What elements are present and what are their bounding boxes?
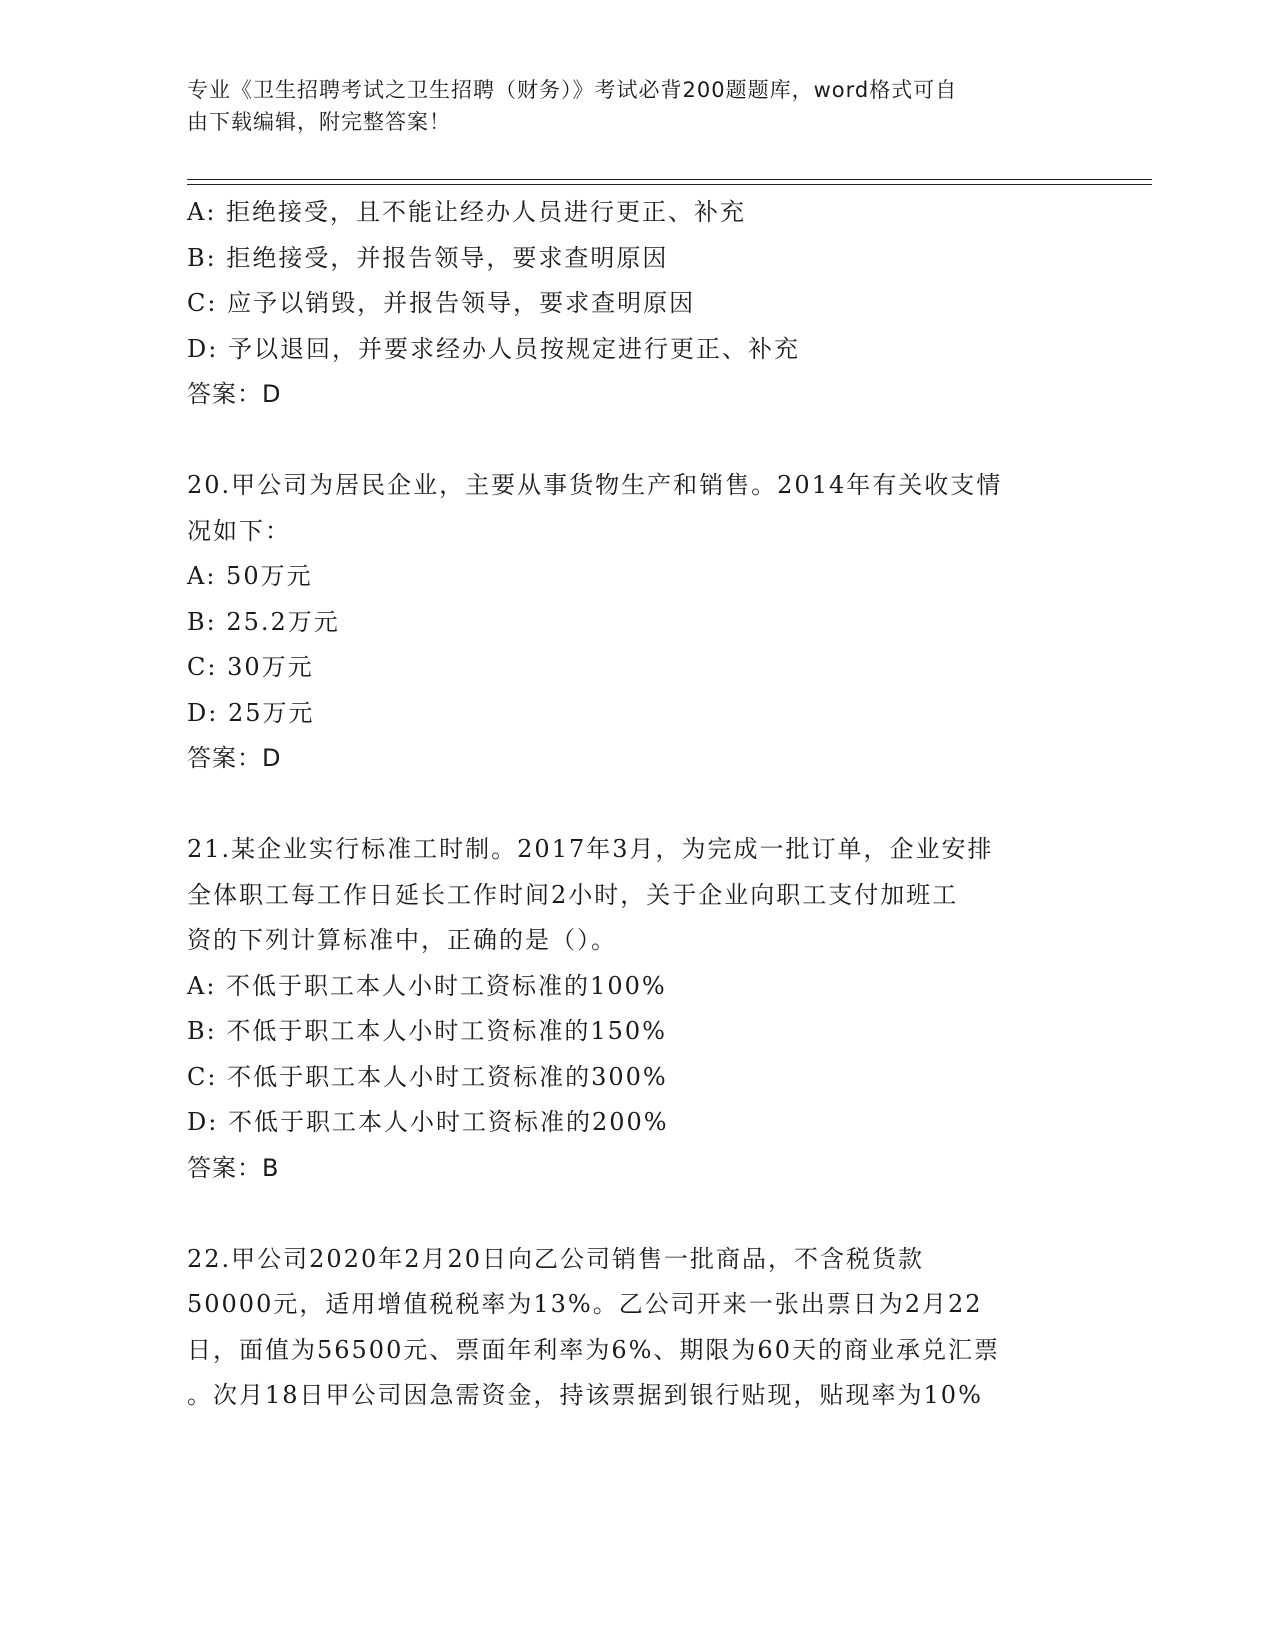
- answer: 答案：B: [187, 1153, 280, 1182]
- question-stem-line: 况如下：: [187, 516, 291, 545]
- spacer: [187, 782, 1087, 828]
- answer: 答案：D: [187, 380, 282, 408]
- question-content: [187, 190, 1087, 1419]
- question-stem-line: 日，面值为56500元、票面年利率为6%、期限为60天的商业承兑汇票: [187, 1335, 1000, 1364]
- header-line-2: 由下载编辑，附完整答案！: [187, 110, 451, 134]
- question-stem-line: 22.甲公司2020年2月20日向乙公司销售一批商品，不含税货款: [187, 1244, 925, 1273]
- question-21: [187, 827, 1087, 1191]
- option-b: B: 25.2万元: [187, 607, 340, 636]
- option-d: D: 25万元: [187, 698, 315, 727]
- question-20: [187, 463, 1087, 782]
- option-c: C: 30万元: [187, 653, 314, 681]
- question-stem-line: 资的下列计算标准中，正确的是（）。: [187, 926, 617, 954]
- question-stem-line: 。次月18日甲公司因急需资金，持该票据到银行贴现，贴现率为10%: [187, 1381, 983, 1409]
- option-b: B: 拒绝接受，并报告领导，要求查明原因: [187, 243, 669, 272]
- spacer: [187, 418, 1087, 464]
- question-stem-line: 21.某企业实行标准工时制。2017年3月，为完成一批订单，企业安排: [187, 835, 994, 863]
- question-stem-line: 50000元，适用增值税税率为13%。乙公司开来一张出票日为2月22: [187, 1290, 983, 1318]
- question-stem-line: 全体职工每工作日延长工作时间2小时，关于企业向职工支付加班工: [187, 880, 959, 909]
- document-header: [187, 74, 1087, 138]
- option-b: B: 不低于职工本人小时工资标准的150%: [187, 1017, 667, 1045]
- question-19: [187, 190, 1087, 418]
- option-a: A: 50万元: [187, 562, 313, 590]
- answer: 答案：D: [187, 744, 282, 772]
- option-c: C: 应予以销毁，并报告领导，要求查明原因: [187, 289, 696, 317]
- option-a: A: 拒绝接受，且不能让经办人员进行更正、补充: [187, 198, 747, 226]
- option-d: D: 予以退回，并要求经办人员按规定进行更正、补充: [187, 334, 800, 363]
- header-line-1: 专业《卫生招聘考试之卫生招聘（财务）》考试必背200题题库，word格式可自: [187, 78, 958, 102]
- question-22: [187, 1237, 1087, 1419]
- option-c: C: 不低于职工本人小时工资标准的300%: [187, 1062, 668, 1091]
- option-a: A: 不低于职工本人小时工资标准的100%: [187, 971, 667, 1000]
- spacer: [187, 1191, 1087, 1237]
- question-stem-line: 20.甲公司为居民企业，主要从事货物生产和销售。2014年有关收支情: [187, 471, 1003, 499]
- header-rule-bottom: [187, 184, 1152, 185]
- header-rule-top: [187, 179, 1152, 180]
- option-d: D: 不低于职工本人小时工资标准的200%: [187, 1108, 669, 1136]
